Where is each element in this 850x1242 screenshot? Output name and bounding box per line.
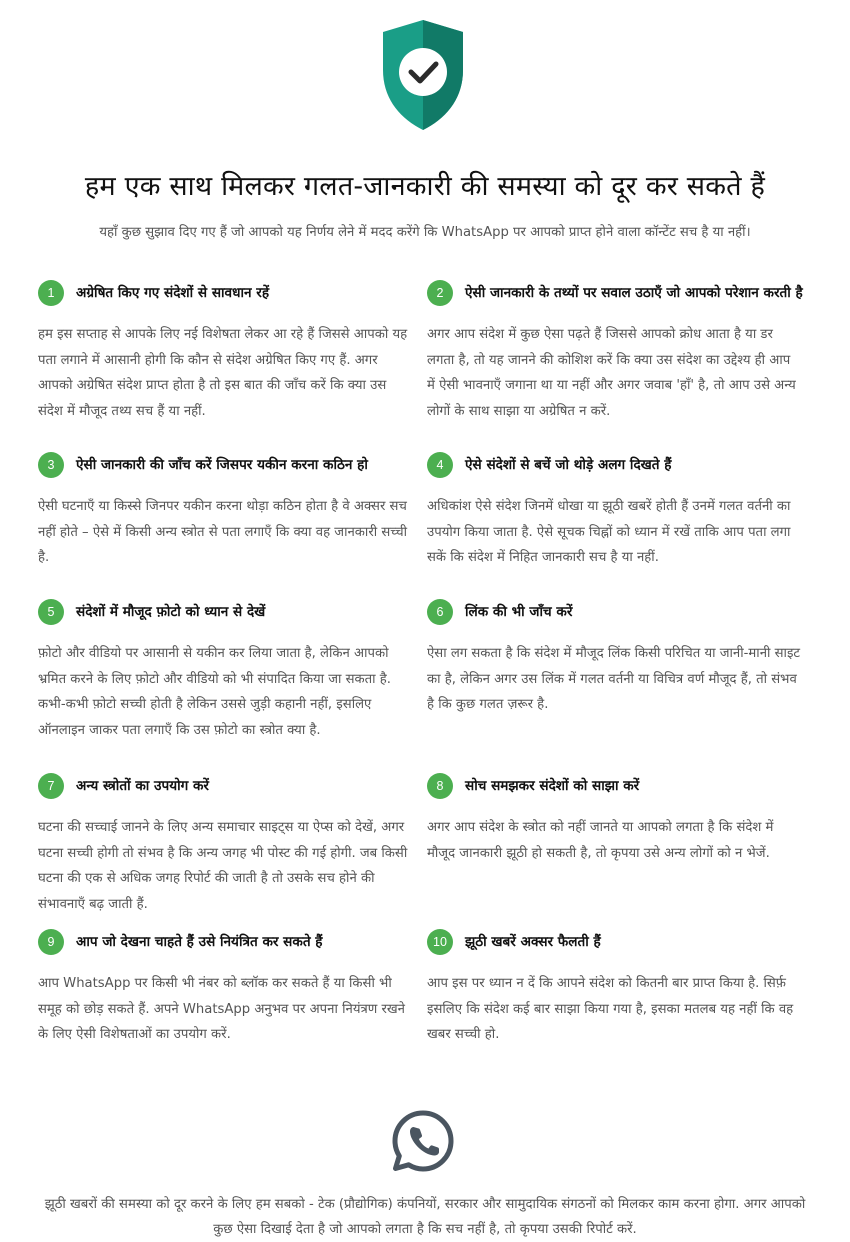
tip-4 (427, 450, 807, 571)
tip-number-badge: 4 (427, 452, 453, 478)
tip-title: ऐसी जानकारी की जाँच करें जिसपर यकीन करना कठिन हो (76, 456, 368, 473)
tip-body: आप WhatsApp पर किसी भी नंबर को ब्लॉक कर सकते हैं या किसी भी समूह को छोड़ सकते हैं. अपने WhatsApp अनुभव पर अपना नियंत्रण रखने के लिए ऐसी विशेषताओं का उपयोग करें. (38, 976, 405, 1042)
tip-title: लिंक की भी जाँच करें (465, 603, 573, 620)
tip-number-badge: 10 (427, 929, 453, 955)
tip-title: अन्य स्त्रोतों का उपयोग करें (76, 777, 209, 794)
tip-title: ऐसी जानकारी के तथ्यों पर सवाल उठाएँ जो आपको परेशान करती है (465, 284, 803, 301)
tip-body: ऐसी घटनाएँ या किस्से जिनपर यकीन करना थोड़ा कठिन होता है वे अक्सर सच नहीं होते – ऐसे में किसी अन्य स्त्रोत से पता लगाएँ कि क्या वह जानकारी सच्ची है. (38, 499, 408, 565)
tip-number-badge: 1 (38, 280, 64, 306)
tip-number-badge: 6 (427, 599, 453, 625)
tip-title: आप जो देखना चाहते हैं उसे नियंत्रित कर सकते हैं (76, 933, 323, 950)
tip-body: अगर आप संदेश में कुछ ऐसा पढ़ते हैं जिससे आपको क्रोध आता है या डर लगता है, तो यह जानने की कोशिश करें कि क्या उस संदेश का उद्देश्य ही आप में ऐसी भावनाएँ जगाना था या नहीं और अगर जवाब 'हाँ' है, तो आप उसे अन्य लोगों के साथ साझा या अग्रेषित न करें. (427, 327, 796, 419)
tip-9 (38, 927, 418, 1048)
tip-8 (427, 771, 807, 866)
page-title: हम एक साथ मिलकर गलत-जानकारी की समस्या को दूर कर सकते हैं (84, 171, 766, 202)
tip-title: ऐसे संदेशों से बचें जो थोड़े अलग दिखते हैं (465, 456, 672, 473)
page-subtitle: यहाँ कुछ सुझाव दिए गए हैं जो आपको यह निर्णय लेने में मदद करेंगे कि WhatsApp पर आपको प्राप्त होने वाला कॉन्टेंट सच है या नहीं। (99, 225, 751, 240)
tip-1 (38, 278, 418, 424)
tip-number-badge: 9 (38, 929, 64, 955)
tip-body: ऐसा लग सकता है कि संदेश में मौजूद लिंक किसी परिचित या जानी-मानी साइट का है, लेकिन अगर उस लिंक में गलत वर्तनी या विचित्र वर्ण मौजूद हैं, तो संभव है कि कुछ गलत ज़रूर है. (427, 646, 801, 712)
whatsapp-logo-icon (390, 1108, 456, 1174)
tip-number-badge: 3 (38, 452, 64, 478)
tip-body: आप इस पर ध्यान न दें कि आपने संदेश को कितनी बार प्राप्त किया है. सिर्फ़ इसलिए कि संदेश कई बार साझा किया गया है, इसका मतलब यह नहीं कि वह खबर सच्ची हो. (427, 976, 794, 1042)
tip-10 (427, 927, 807, 1048)
tip-body: घटना की सच्चाई जानने के लिए अन्य समाचार साइट्स या ऐप्स को देखें, अगर घटना सच्ची होगी तो संभव है कि अन्य जगह भी पोस्ट की गई होगी. जब किसी घटना की एक से अधिक जगह रिपोर्ट की जाती है तो उसके सच होने की संभावनाएँ बढ़ जाती हैं. (38, 820, 408, 912)
tip-body: अगर आप संदेश के स्त्रोत को नहीं जानते या आपको लगता है कि संदेश में मौजूद जानकारी झूठी हो सकती है, तो कृपया उसे अन्य लोगों को न भेजें. (427, 820, 774, 861)
tip-7 (38, 771, 418, 917)
tip-body: फ़ोटो और वीडियो पर आसानी से यकीन कर लिया जाता है, लेकिन आपको भ्रमित करने के लिए फ़ोटो और वीडियो को भी संपादित किया जा सकता है. कभी-कभी फ़ोटो सच्ची होती है लेकिन उससे जुड़ी कहानी नहीं, इसलिए ऑनलाइन जाकर पता लगाएँ कि उस फ़ोटो का स्त्रोत क्या है. (38, 646, 391, 738)
tip-body: हम इस सप्ताह से आपके लिए नई विशेषता लेकर आ रहे हैं जिससे आपको यह पता लगाने में आसानी होगी कि कौन से संदेश अग्रेषित किए गए हैं. अगर आपको अग्रेषित संदेश प्राप्त होता है तो इस बात की जाँच करें कि क्या उस संदेश में मौजूद तथ्य सच हैं या नहीं. (38, 327, 408, 419)
tip-number-badge: 8 (427, 773, 453, 799)
footer-text: झूठी खबरों की समस्या को दूर करने के लिए हम सबको - टेक (प्रौद्योगिक) कंपनियों, सरकार और सामुदायिक संगठनों को मिलकर काम करना होगा. अगर आपको कुछ ऐसा दिखाई देता है जो आपको लगता है कि सच नहीं है, तो कृपया उसकी रिपोर्ट करें. (44, 1197, 806, 1237)
tip-6 (427, 597, 807, 718)
tip-number-badge: 2 (427, 280, 453, 306)
tip-number-badge: 7 (38, 773, 64, 799)
tip-title: संदेशों में मौजूद फ़ोटो को ध्यान से देखें (76, 603, 266, 620)
tip-5 (38, 597, 418, 743)
tip-title: सोच समझकर संदेशों को साझा करें (465, 777, 640, 794)
tip-3 (38, 450, 418, 571)
tip-title: झूठी खबरें अक्सर फैलती हैं (465, 933, 601, 950)
tip-title: अग्रेषित किए गए संदेशों से सावधान रहें (76, 284, 270, 301)
tip-2 (427, 278, 807, 424)
tip-number-badge: 5 (38, 599, 64, 625)
tip-body: अधिकांश ऐसे संदेश जिनमें धोखा या झूठी खबरें होती हैं उनमें गलत वर्तनी का उपयोग किया जाता है. ऐसे सूचक चिह्नों को ध्यान में रखें ताकि आप पता लगा सकें कि संदेश में निहित जानकारी सच है या नहीं. (427, 499, 791, 565)
